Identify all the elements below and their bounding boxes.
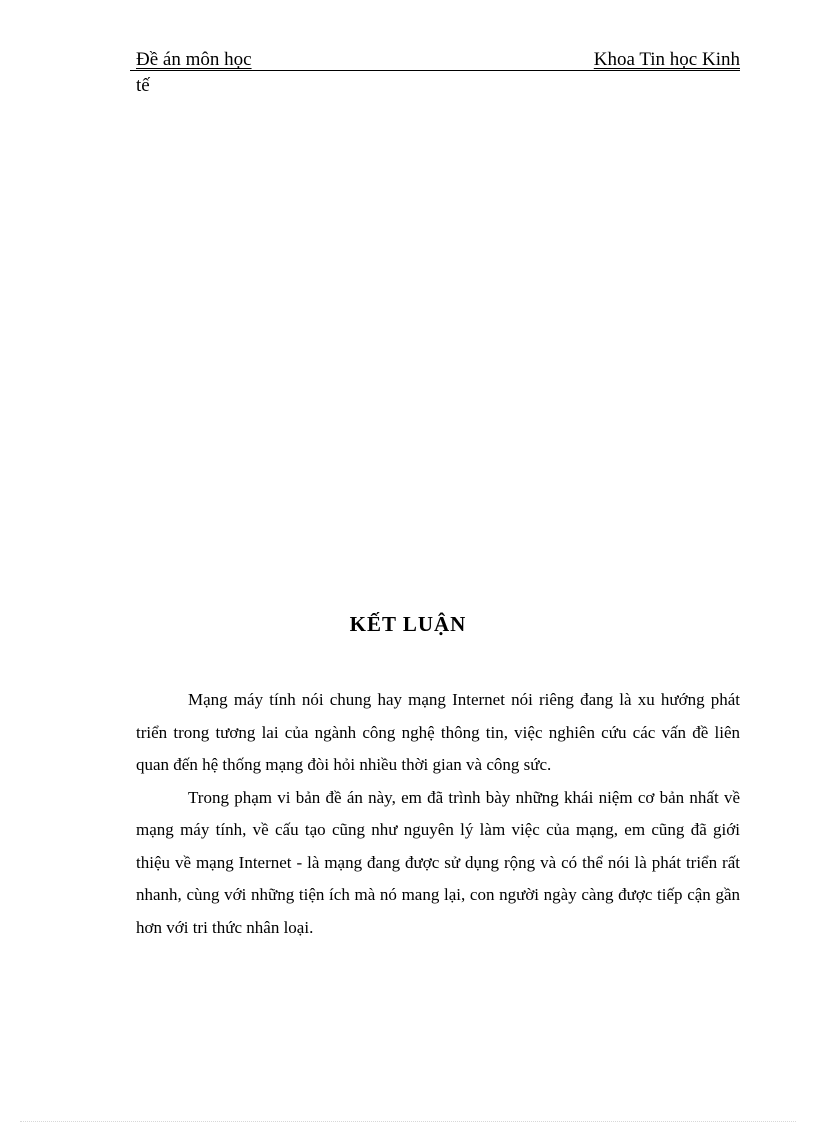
- section-title: KẾT LUẬN: [349, 612, 467, 636]
- header-faculty-label-wrap: tế: [136, 75, 150, 96]
- paragraph-1: Mạng máy tính nói chung hay mạng Internet nói riêng đang là xu hướng phát triển trong tương lai của ngành công nghệ thông tin, việc nghiên cứu các vấn đề liên quan đến hệ thống mạng đòi hỏi nhiều thời gian và công sức.: [136, 690, 740, 774]
- page-header: [136, 48, 740, 72]
- header-rule: [130, 70, 740, 71]
- paragraph-2: Trong phạm vi bản đề án này, em đã trình bày những khái niệm cơ bản nhất về mạng máy tính, về cấu tạo cũng như nguyên lý làm việc của mạng, em cũng đã giới thiệu về mạng Internet - là mạng đang được sử dụng rộng và có thể nói là phát triển rất nhanh, cùng với những tiện ích mà nó mang lại, con người ngày càng được tiếp cận gần hơn với tri thức nhân loại.: [136, 787, 740, 937]
- conclusion-body: [136, 684, 740, 944]
- header-faculty-label: Khoa Tin học Kinh: [593, 49, 740, 70]
- header-course-label: Đề án môn học: [136, 49, 252, 70]
- footer-rule: [20, 1121, 796, 1122]
